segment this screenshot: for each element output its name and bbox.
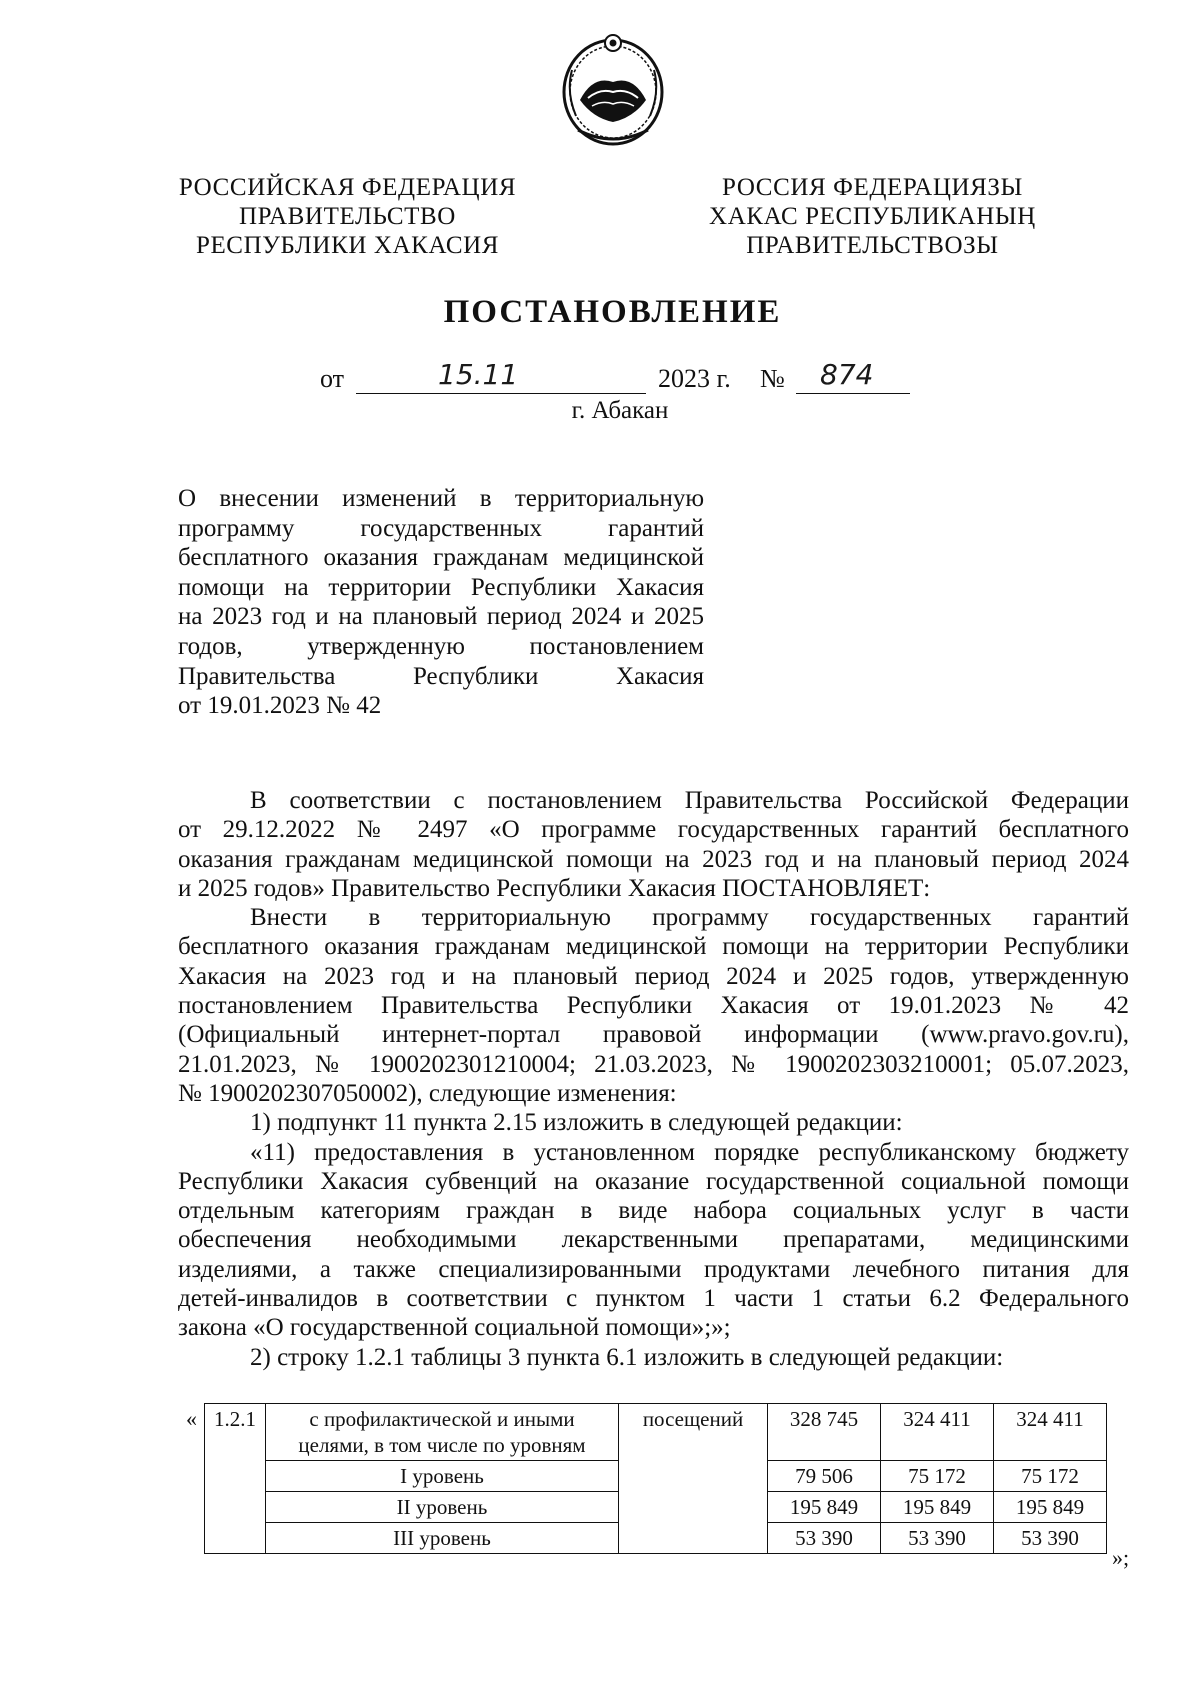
body-line: В соответствии с постановлением Правительства Российской Федерации bbox=[250, 787, 1129, 814]
header-kjh-line-3: ПРАВИТЕЛЬСТВОЗЫ bbox=[746, 232, 999, 259]
row-number-cell: 1.2.1 bbox=[205, 1404, 266, 1554]
subject-line: О внесении изменений в территориальную bbox=[178, 485, 704, 512]
body-line: бесплатного оказания гражданам медицинской помощи на территории Республики bbox=[178, 933, 1129, 961]
table-open-quote: « bbox=[186, 1406, 197, 1431]
unit-cell: посещений bbox=[619, 1404, 768, 1554]
subject-line: программу государственных гарантий bbox=[178, 514, 704, 542]
row-name-cell: III уровень bbox=[266, 1523, 619, 1554]
table-close-quote: »; bbox=[1112, 1545, 1130, 1570]
body-line: № 1900202307050002), следующие изменения: bbox=[178, 1079, 677, 1107]
body-line: (Официальный интернет-портал правовой информации (www.pravo.gov.ru), bbox=[178, 1021, 1129, 1049]
date-number-line bbox=[320, 360, 920, 400]
body-line: постановлением Правительства Республики Хакасия от 19.01.2023 № 42 bbox=[178, 992, 1129, 1020]
number-label: № bbox=[760, 364, 785, 393]
value-cell: 195 849 bbox=[768, 1492, 881, 1523]
subject-line: бесплатного оказания гражданам медицинской bbox=[178, 544, 704, 572]
date-prefix: от bbox=[320, 364, 345, 393]
body-line: и 2025 годов» Правительство Республики Хакасия ПОСТАНОВЛЯЕТ: bbox=[178, 874, 931, 902]
body-line: Внести в территориальную программу государственных гарантий bbox=[250, 904, 1129, 932]
subject-line: на 2023 год и на плановый период 2024 и 2025 bbox=[178, 603, 704, 631]
value-cell: 324 411 bbox=[881, 1404, 994, 1461]
body-text bbox=[178, 786, 1129, 1372]
header-kjh-line-1: РОССИЯ ФЕДЕРАЦИЯЗЫ bbox=[722, 174, 1023, 201]
body-line: Хакасия на 2023 год и на плановый период 2024 и 2025 годов, утвержденную bbox=[178, 962, 1129, 990]
body-line: обеспечения необходимыми лекарственными препаратами, медицинскими bbox=[178, 1226, 1129, 1254]
body-line: от 29.12.2022 № 2497 «О программе государственных гарантий бесплатного bbox=[178, 816, 1129, 844]
amendment-table bbox=[204, 1403, 1107, 1554]
subject-line: годов, утвержденную постановлением bbox=[178, 632, 704, 660]
document-title: ПОСТАНОВЛЕНИЕ bbox=[443, 294, 782, 330]
value-cell: 328 745 bbox=[768, 1404, 881, 1461]
body-line: Республики Хакасия субвенций на оказание государственной социальной помощи bbox=[178, 1167, 1129, 1195]
body-line: 21.01.2023, № 1900202301210004; 21.03.2023, № 1900202303210001; 05.07.2023, bbox=[178, 1050, 1129, 1078]
body-line: закона «О государственной социальной помощи»;»; bbox=[178, 1314, 731, 1342]
table-row bbox=[205, 1404, 1107, 1461]
header-ru-line-2: ПРАВИТЕЛЬСТВО bbox=[239, 203, 456, 230]
body-line: 2) строку 1.2.1 таблицы 3 пункта 6.1 изложить в следующей редакции: bbox=[250, 1343, 1004, 1371]
subject-line: от 19.01.2023 № 42 bbox=[178, 692, 382, 720]
body-line: изделиями, а также специализированными продуктами лечебного питания для bbox=[178, 1255, 1129, 1283]
number-handwritten: 874 bbox=[820, 358, 874, 391]
city: г. Абакан bbox=[571, 397, 669, 424]
value-cell: 195 849 bbox=[881, 1492, 994, 1523]
header-kjh-block bbox=[700, 173, 1045, 260]
coat-of-arms-emblem bbox=[558, 30, 668, 148]
row-name-cell: I уровень bbox=[266, 1461, 619, 1492]
body-line: детей-инвалидов в соответствии с пунктом 1 части 1 статьи 6.2 Федерального bbox=[178, 1285, 1129, 1313]
value-cell: 195 849 bbox=[994, 1492, 1107, 1523]
row-name-cell: с профилактической и иными целями, в том числе по уровням bbox=[266, 1404, 619, 1461]
body-line: отдельным категориям граждан в виде набора социальных услуг в части bbox=[178, 1197, 1129, 1225]
value-cell: 324 411 bbox=[994, 1404, 1107, 1461]
value-cell: 53 390 bbox=[881, 1523, 994, 1554]
date-handwritten: 15.11 bbox=[438, 358, 519, 391]
value-cell: 53 390 bbox=[994, 1523, 1107, 1554]
header-ru-block bbox=[175, 173, 520, 260]
body-line: оказания гражданам медицинской помощи на 2023 год и на плановый период 2024 bbox=[178, 845, 1129, 873]
header-ru-line-3: РЕСПУБЛИКИ ХАКАСИЯ bbox=[195, 232, 500, 259]
value-cell: 75 172 bbox=[881, 1461, 994, 1492]
header-ru-line-1: РОССИЙСКАЯ ФЕДЕРАЦИЯ bbox=[178, 174, 517, 201]
row-name-cell: II уровень bbox=[266, 1492, 619, 1523]
year-label: 2023 г. bbox=[658, 364, 731, 393]
subject-line: Правительства Республики Хакасия bbox=[178, 662, 704, 690]
value-cell: 75 172 bbox=[994, 1461, 1107, 1492]
body-line: 1) подпункт 11 пункта 2.15 изложить в следующей редакции: bbox=[250, 1109, 903, 1137]
value-cell: 79 506 bbox=[768, 1461, 881, 1492]
subject-block bbox=[178, 484, 704, 721]
subject-line: помощи на территории Республики Хакасия bbox=[178, 573, 704, 601]
value-cell: 53 390 bbox=[768, 1523, 881, 1554]
header-kjh-line-2: ХАКАС РЕСПУБЛИКАНЫҢ bbox=[709, 203, 1036, 230]
body-line: «11) предоставления в установленном порядке республиканскому бюджету bbox=[250, 1138, 1129, 1166]
